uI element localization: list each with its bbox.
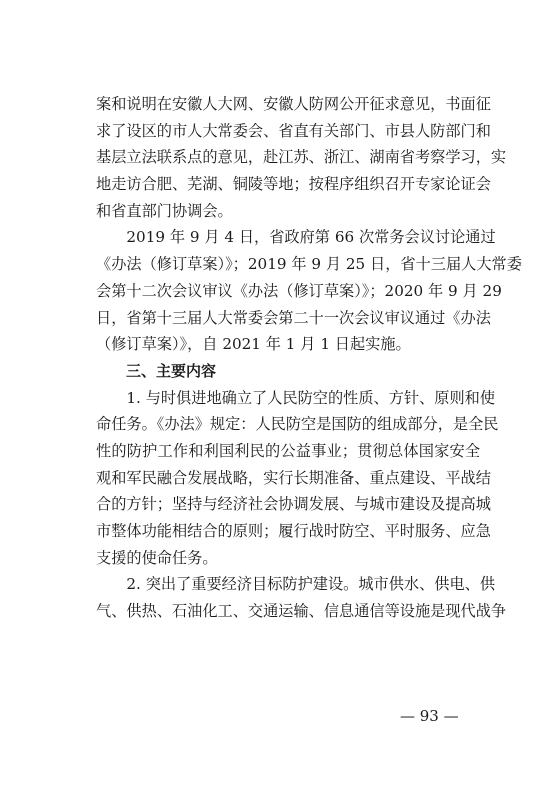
paragraph-item-1 (96, 385, 499, 572)
text-line: 1. 与时俱进地确立了人民防空的性质、方针、原则和使 (96, 388, 496, 407)
page-number: — 93 — (400, 707, 459, 725)
text-line: 合的方针；坚持与经济社会协调发展、与城市建设及提高城 (96, 495, 491, 514)
text-line: （修订草案）》，自 2021 年 1 月 1 日起实施。 (96, 335, 411, 354)
section-heading (96, 358, 480, 385)
text-line: 2. 突出了重要经济目标防护建设。城市供水、供电、供 (96, 575, 496, 594)
text-line: 市整体功能相结合的原则；履行战时防空、平时服务、应急 (96, 522, 491, 540)
paragraph-item-2 (96, 571, 507, 624)
text-line: 日，省第十三届人大常委会第二十一次会议审议通过《办法 (96, 308, 491, 327)
text-line: 会第十二次会议审议《办法（修订草案）》；2020 年 9 月 29 (96, 281, 502, 300)
text-line: 《办法（修订草案）》；2019 年 9 月 25 日，省十三届人大常委 (96, 255, 522, 274)
text-line: 和省直部门协调会。 (96, 201, 233, 220)
text-line: 支援的使命任务。 (96, 548, 218, 567)
text-line: 2019 年 9 月 4 日，省政府第 66 次常务会议讨论通过 (96, 228, 496, 247)
text-line: 基层立法联系点的意见，赴江苏、浙江、湖南省考察学习，实 (96, 148, 507, 167)
paragraph-timeline (96, 224, 522, 357)
text-line: 性的防护工作和利国利民的公益事业；贯彻总体国家安全 (96, 441, 480, 460)
text-line: 案和说明在安徽人大网、安徽人防网公开征求意见，书面征 (96, 95, 491, 113)
text-line: 气、供热、石油化工、交通运输、信息通信等设施是现代战争 (96, 602, 507, 621)
paragraph-consultation (96, 91, 507, 224)
body-text (96, 91, 522, 625)
text-line: 观和军民融合发展战略，实行长期准备、重点建设、平战结 (96, 468, 491, 487)
text-line: 命任务。《办法》规定：人民防空是国防的组成部分，是全民 (96, 415, 499, 434)
heading-main-content: 三、主要内容 (96, 361, 217, 380)
text-line: 求了设区的市人大常委会、省直有关部门、市县人防部门和 (96, 121, 491, 140)
text-line: 地走访合肥、芜湖、铜陵等地；按程序组织召开专家论证会 (96, 175, 491, 194)
